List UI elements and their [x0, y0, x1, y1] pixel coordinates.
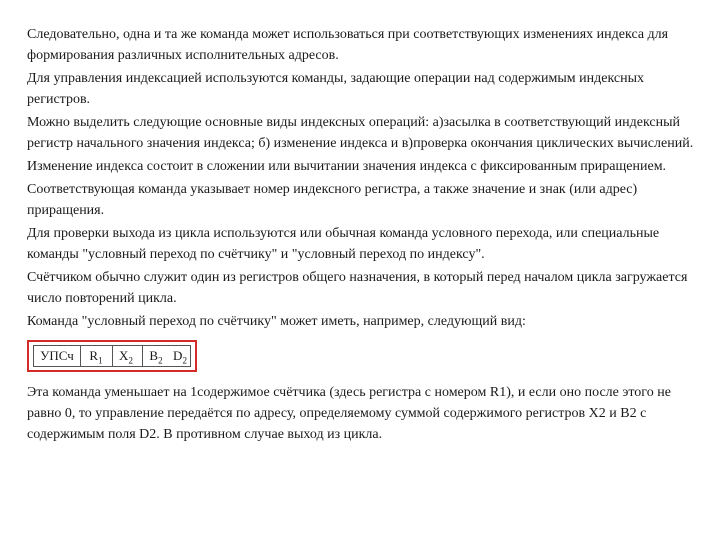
paragraph: Можно выделить следующие основные виды индексных операций: а)засылка в соответствующий индексный регистр начального значения индекса; б) изменение индекса и в)проверка окончания циклических вычислений.	[27, 115, 694, 151]
paragraph: Счётчиком обычно служит один из регистров общего назначения, в который перед началом цикла загружается число повторений цикла.	[27, 270, 688, 306]
text-block	[27, 24, 697, 447]
field-divider	[80, 346, 81, 366]
paragraph: Для управления индексацией используются команды, задающие операции над содержимым индексных регистров.	[27, 71, 645, 107]
command-field-r1: $R_1$	[89, 348, 103, 366]
paragraph: Команда "условный переход по счётчику" может иметь, например, следующий вид:	[27, 314, 526, 329]
command-opcode: УПСч	[40, 348, 74, 363]
paragraph: Соответствующая команда указывает номер индексного регистра, а также значение и знак (или адрес) приращения.	[27, 182, 638, 218]
paragraph-final: Эта команда уменьшает на 1содержимое счётчика (здесь регистра с номером R1), и если оно после этого не равно 0, то управление передаётся по адресу, определяемому суммой содержимого регистров X2 и B2 с содержимым поля D2. В противном случае выход из цикла.	[27, 385, 671, 442]
command-field-b2: $B_2$	[149, 348, 163, 366]
command-field-d2: $D_2$	[173, 348, 187, 366]
field-divider	[112, 346, 113, 366]
paragraph: Следовательно, одна и та же команда может использоваться при соответствующих изменениях индекса для формирования различных исполнительных адресов.	[27, 27, 669, 63]
paragraph: Для проверки выхода из цикла используются или обычная команда условного перехода, или специальные команды "условный переход по счётчику" и "условный переход по индексу".	[27, 226, 660, 262]
field-divider	[142, 346, 143, 366]
command-format-diagram	[27, 340, 197, 372]
paragraph: Изменение индекса состоит в сложении или вычитании значения индекса с фиксированным приращением.	[27, 159, 667, 174]
command-field-x2: $X_2$	[119, 348, 133, 366]
command-format-box	[33, 345, 191, 367]
